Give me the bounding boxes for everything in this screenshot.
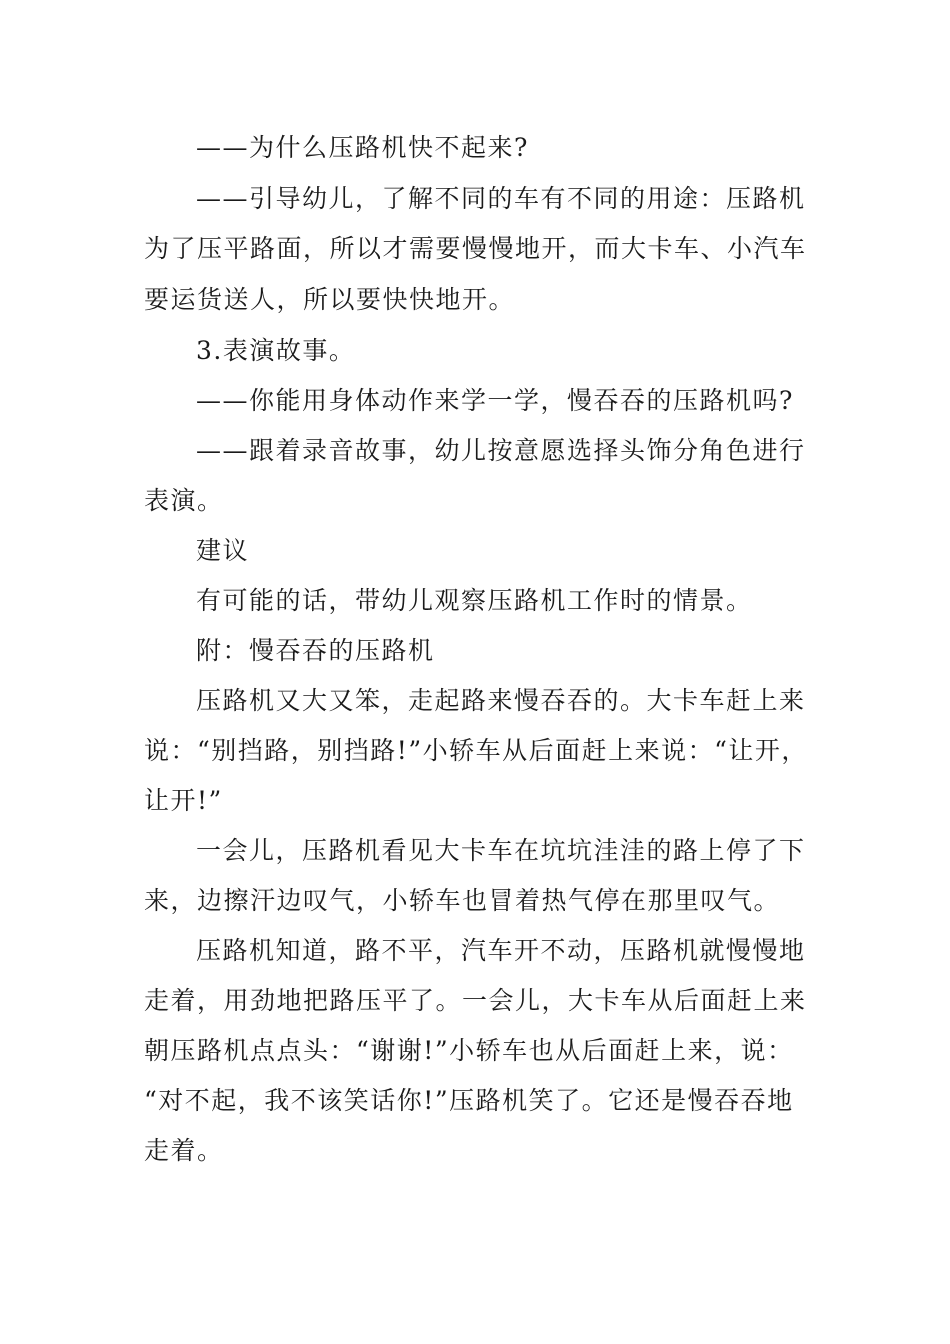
story-line: 说：“别挡路，别挡路!”小轿车从后面赶上来说：“让开， — [144, 736, 808, 765]
question-why-slow: ——为什么压路机快不起来? — [196, 133, 529, 162]
appendix-title: 附：慢吞吞的压路机 — [196, 636, 435, 665]
paragraph-line: 有可能的话，带幼儿观察压路机工作时的情景。 — [196, 586, 753, 615]
story-line: 一会儿，压路机看见大卡车在坑坑洼洼的路上停了下 — [196, 836, 806, 865]
paragraph-line: ——你能用身体动作来学一学，慢吞吞的压路机吗? — [196, 386, 794, 415]
story-line: 走着，用劲地把路压平了。一会儿，大卡车从后面赶上来 — [144, 986, 807, 1015]
paragraph-line: ——引导幼儿，了解不同的车有不同的用途：压路机 — [196, 184, 806, 213]
paragraph-line: 为了压平路面，所以才需要慢慢地开，而大卡车、小汽车 — [144, 234, 807, 263]
story-line: “对不起，我不该笑话你!”压路机笑了。它还是慢吞吞地 — [144, 1086, 794, 1115]
story-line: 压路机又大又笨，走起路来慢吞吞的。大卡车赶上来 — [196, 686, 806, 715]
story-line: 来，边擦汗边叹气，小轿车也冒着热气停在那里叹气。 — [144, 886, 781, 915]
story-line: 朝压路机点点头：“谢谢!”小轿车也从后面赶上来，说： — [144, 1036, 794, 1065]
section-heading-perform: 3.表演故事。 — [196, 336, 356, 365]
story-line: 让开!” — [144, 786, 223, 815]
paragraph-line: 要运货送人，所以要快快地开。 — [144, 285, 516, 314]
paragraph-line: 表演。 — [144, 486, 224, 515]
story-line: 压路机知道，路不平，汽车开不动，压路机就慢慢地 — [196, 936, 806, 965]
section-heading-suggestion: 建议 — [196, 536, 250, 565]
story-line: 走着。 — [144, 1136, 224, 1165]
paragraph-line: ——跟着录音故事，幼儿按意愿选择头饰分角色进行 — [196, 436, 806, 465]
